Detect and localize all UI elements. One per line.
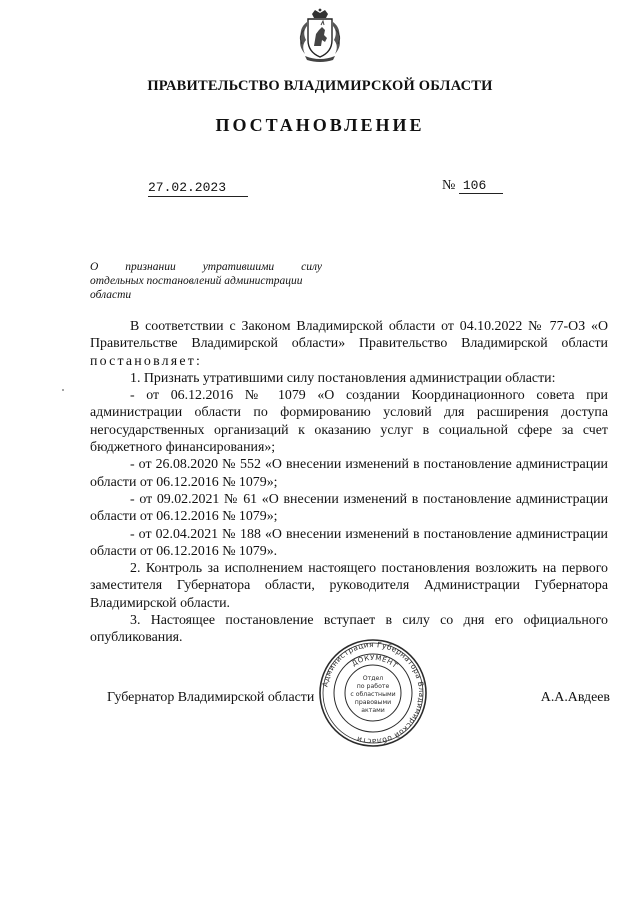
- item-3: 3. Настоящее постановление вступает в силу со дня его официального опубликования.: [90, 613, 608, 646]
- stamp-center-line-4: правовыми: [354, 699, 392, 706]
- document-number-block: [442, 178, 503, 194]
- subject-line-1: О признании утратившими силу: [90, 261, 322, 273]
- subject-line-3: области: [90, 289, 132, 301]
- document-type-title: ПОСТАНОВЛЕНИЕ: [215, 115, 425, 135]
- number-sign: №: [442, 178, 456, 193]
- stamp-center-line-2: по работе: [356, 683, 390, 690]
- preamble-decree-word: постановляет: [90, 353, 197, 369]
- document-number: 106: [459, 178, 503, 194]
- preamble-end: :: [196, 353, 200, 369]
- stamp-center-line-1: Отдел: [362, 675, 384, 682]
- signatory-position: Губернатор Владимирской области: [107, 690, 315, 705]
- document-date: 27.02.2023: [148, 180, 248, 197]
- subject-line-2: отдельных постановлений администрации: [90, 275, 303, 287]
- document-body: [90, 318, 608, 647]
- stamp-center-line-5: актами: [361, 707, 385, 714]
- document-subject: [90, 260, 322, 302]
- coat-of-arms-icon: [295, 8, 345, 62]
- government-title: ПРАВИТЕЛЬСТВО ВЛАДИМИРСКОЙ ОБЛАСТИ: [147, 78, 493, 94]
- item-1-a: - от 06.12.2016 № 1079 «О создании Координационного совета при администрации области по формированию условий для расширения доступа негосударственных организаций к оказанию услуг в социальной сфере за счет бюджетного финансирования»;: [90, 388, 608, 456]
- stamp-center-line-3: с областными: [350, 691, 396, 698]
- item-1-c: - от 09.02.2021 № 61 «О внесении изменений в постановление администрации области от 06.12.2016 № 1079»;: [90, 491, 608, 525]
- preamble-text: В соответствии с Законом Владимирской области от 04.10.2022 № 77-ОЗ «О Правительстве Владимирской области» Правительство Владимирской области: [90, 319, 608, 352]
- official-stamp: [318, 638, 428, 748]
- item-2: 2. Контроль за исполнением настоящего постановления возложить на первого заместителя Губернатора области, руководителя Администрации Губернатора Владимирской области.: [90, 561, 608, 611]
- stamp-outer-text: Администрация Губернатора Владимирской области: [320, 639, 427, 747]
- stamp-inner-text: ДОКУМЕНТ: [350, 653, 400, 671]
- item-1: 1. Признать утратившими силу постановления администрации области:: [130, 370, 556, 386]
- signatory-name: А.А.Авдеев: [540, 690, 610, 705]
- item-1-b: - от 26.08.2020 № 552 «О внесении изменений в постановление администрации области от 06.12.2016 № 1079»;: [90, 457, 608, 490]
- item-1-d: - от 02.04.2021 № 188 «О внесении изменений в постановление администрации области от 06.12.2016 № 1079».: [90, 526, 608, 559]
- preamble-paragraph: [90, 318, 608, 370]
- margin-mark: [62, 389, 64, 391]
